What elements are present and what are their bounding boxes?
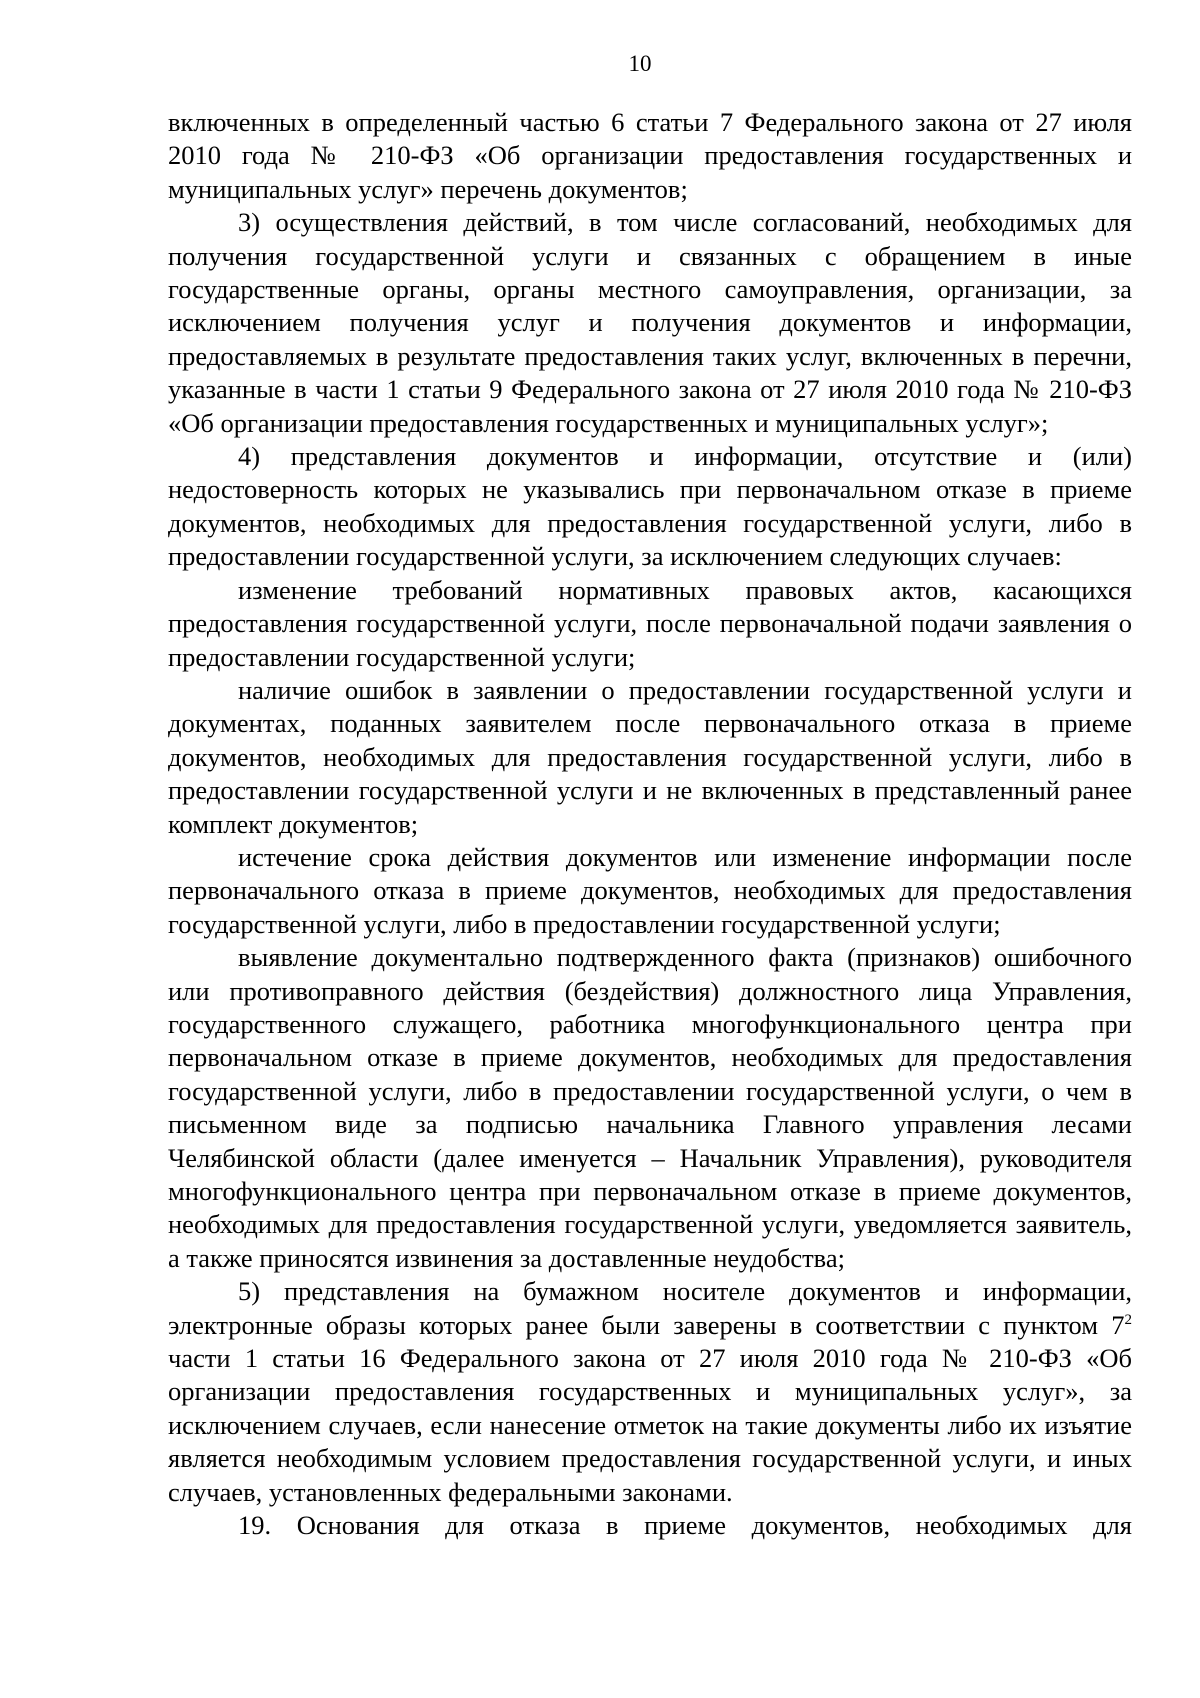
document-body [168, 106, 1132, 1542]
paragraph-item-3: 3) осуществления действий, в том числе согласований, необходимых для получения государственной услуги и связанных с обращением в иные государственные органы, органы местного самоуправления, организации, за исключением получения услуг и получения документов и информации, предоставляемых в результате предоставления таких услуг, включенных в перечни, указанные в части 1 статьи 9 Федерального закона от 27 июля 2010 года № 210-ФЗ «Об организации предоставления государственных и муниципальных услуг»; [168, 207, 1132, 438]
paragraph-case-requirements-change: изменение требований нормативных правовых актов, касающихся предоставления государственной услуги, после первоначальной подачи заявления о предоставлении государственной услуги; [168, 574, 1132, 672]
paragraph-item-5-text-before: 5) представления на бумажном носителе документов и информации, электронные образы которых ранее были заверены в соответствии с пунктом 7 [168, 1276, 1132, 1340]
paragraph-case-errors: наличие ошибок в заявлении о предоставлении государственной услуги и документах, поданных заявителем после первоначального отказа в приеме документов, необходимых для предоставления государственной услуги, либо в предоставлении государственной услуги и не включенных в представленный ранее комплект документов; [168, 674, 1132, 839]
paragraph-item-5-text-after: части 1 статьи 16 Федерального закона от 27 июля 2010 года № 210-ФЗ «Об организации предоставления государственных и муниципальных услуг», за исключением случаев, если нанесение отметок на такие документы либо их изъятие является необходимым условием предоставления государственной услуги, и иных случаев, установленных федеральными законами. [168, 1343, 1132, 1507]
page-number: 10 [628, 51, 652, 76]
superscript: 2 [1124, 1311, 1132, 1328]
paragraph-section-19: 19. Основания для отказа в приеме документов, необходимых для [238, 1510, 1132, 1541]
paragraph-item-5 [168, 1275, 1132, 1509]
paragraph-1: включенных в определенный частью 6 статьи 7 Федерального закона от 27 июля 2010 года № 210-ФЗ «Об организации предоставления государственных и муниципальных услуг» перечень документов; [168, 107, 1132, 204]
paragraph-case-expiration: истечение срока действия документов или изменение информации после первоначального отказа в приеме документов, необходимых для предоставления государственной услуги, либо в предоставлении государственной услуги; [168, 841, 1132, 939]
paragraph-case-unlawful-action: выявление документально подтвержденного факта (признаков) ошибочного или противоправного действия (бездействия) должностного лица Управления, государственного служащего, работника многофункционального центра при первоначальном отказе в приеме документов, необходимых для предоставления государственной услуги, либо в предоставлении государственной услуги, о чем в письменном виде за подписью начальника Главного управления лесами Челябинской области (далее именуется – Начальник Управления), руководителя многофункционального центра при первоначальном отказе в приеме документов, необходимых для предоставления государственной услуги, уведомляется заявитель, а также приносятся извинения за доставленные неудобства; [168, 942, 1132, 1273]
paragraph-item-4: 4) представления документов и информации, отсутствие и (или) недостоверность которых не указывались при первоначальном отказе в приеме документов, необходимых для предоставления государственной услуги, либо в предоставлении государственной услуги, за исключением следующих случаев: [168, 441, 1132, 572]
